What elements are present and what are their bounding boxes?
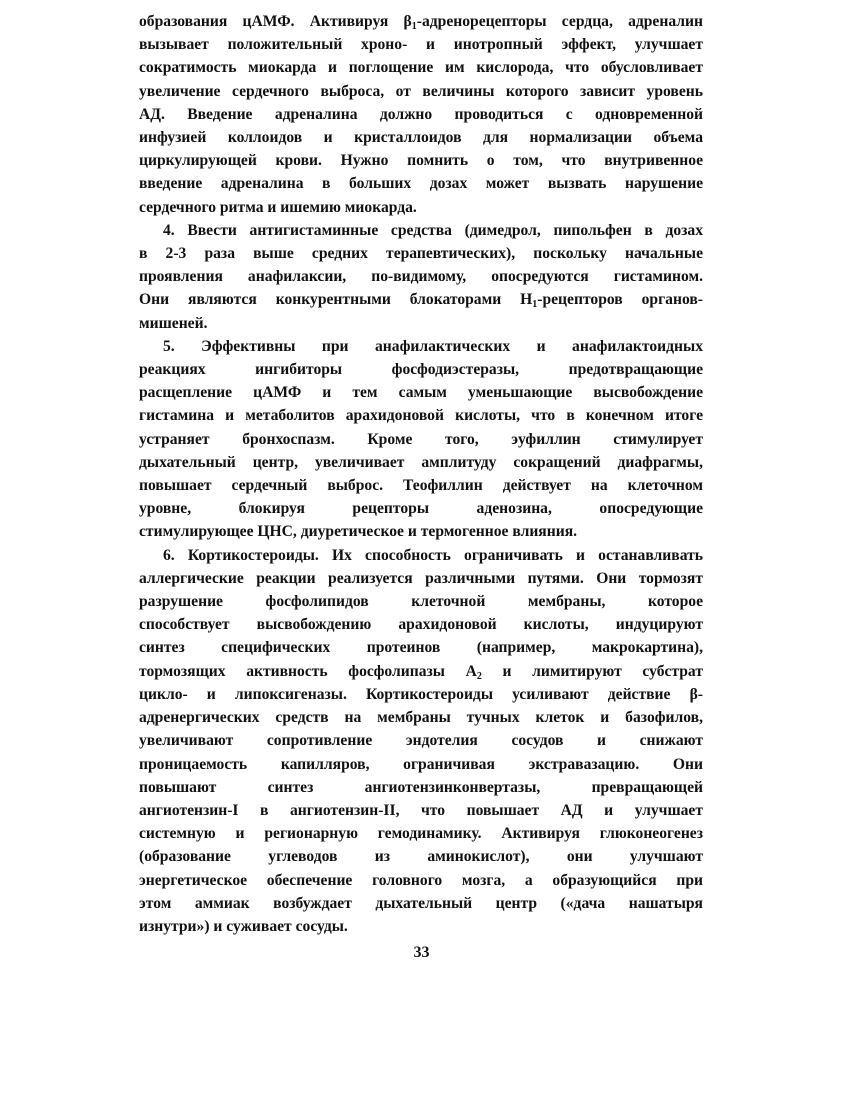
text-line: образования цАМФ. Активируя $\beta_1$-адренорецепторы сердца, адреналин <box>139 13 703 32</box>
text-line: циркулирующей крови. Нужно помнить о том, что внутривенное <box>139 152 703 170</box>
paragraph-corticosteroids <box>139 544 703 938</box>
text-line: реакциях ингибиторы фосфодиэстеразы, предотвращающие <box>139 361 703 379</box>
text-line: инфузией коллоидов и кристаллоидов для нормализации объема <box>139 129 703 147</box>
text-line: способствует высвобождению арахидоновой кислоты, индуцируют <box>139 616 703 634</box>
text-line: АД. Введение адреналина должно проводиться с одновременной <box>139 105 703 123</box>
paragraph-adrenaline <box>139 10 703 219</box>
text-line: стимулирующее ЦНС, диуретическое и термогенное влияния. <box>139 523 578 541</box>
text-line: (образование углеводов из аминокислот), они улучшают <box>139 848 703 866</box>
text-line: Они являются конкурентными блокаторами $H_1$-рецепторов органов- <box>139 291 703 311</box>
text-line: проницаемость капилляров, ограничивая экстравазацию. Они <box>139 755 703 773</box>
text-line: 6. Кортикостероиды. Их способность ограничивать и останавливать <box>163 546 703 564</box>
text-line: уровне, блокируя рецепторы аденозина, опосредующие <box>139 500 703 518</box>
text-line: цикло- и липоксигеназы. Кортикостероиды усиливают действие β- <box>139 685 703 703</box>
text-line: дыхательный центр, увеличивает амплитуду сокращений диафрагмы, <box>139 453 703 471</box>
text-line: вызывает положительный хроно- и инотропный эффект, улучшает <box>139 36 703 54</box>
text-line: гистамина и метаболитов арахидоновой кислоты, что в конечном итоге <box>139 407 703 425</box>
text-line: проявления анафилаксии, по-видимому, опосредуются гистамином. <box>139 268 703 286</box>
page-number: 33 <box>413 944 430 961</box>
text-line: в 2-3 раза выше средних терапевтических), поскольку начальные <box>139 245 703 263</box>
text-line: адренергических средств на мембраны тучных клеток и базофилов, <box>139 709 703 727</box>
text-line: этом аммиак возбуждает дыхательный центр («дача нашатыря <box>139 894 703 912</box>
paragraph-antihistamines <box>139 219 703 335</box>
text-line: введение адреналина в больших дозах может вызвать нарушение <box>139 175 703 193</box>
text-line: аллергические реакции реализуется различными путями. Они тормозят <box>139 569 703 587</box>
text-line: энергетическое обеспечение головного мозга, а образующийся при <box>139 871 703 889</box>
text-line: синтез специфических протеинов (например, макрокартина), <box>139 639 703 657</box>
text-line: увеличивают сопротивление эндотелия сосудов и снижают <box>139 732 703 750</box>
text-line: повышают синтез ангиотензинконвертазы, превращающей <box>139 778 703 796</box>
text-line: устраняет бронхоспазм. Кроме того, эуфиллин стимулирует <box>139 430 703 448</box>
paragraph-phosphodiesterase <box>139 335 703 544</box>
text-line: ангиотензин-I в ангиотензин-II, что повышает АД и улучшает <box>139 801 703 819</box>
text-line: увеличение сердечного выброса, от величины которого зависит уровень <box>139 82 703 100</box>
text-line: 5. Эффективны при анафилактических и анафилактоидных <box>163 337 703 355</box>
text-line: 4. Ввести антигистаминные средства (димедрол, пипольфен в дозах <box>163 221 703 239</box>
text-line: расщепление цАМФ и тем самым уменьшающие высвобождение <box>139 384 703 402</box>
text-line: тормозящих активность фосфолипазы $A_2$ и лимитируют субстрат <box>139 662 703 682</box>
text-line: изнутри») и суживает сосуды. <box>139 917 348 935</box>
text-line: мишеней. <box>139 314 208 332</box>
text-line: разрушение фосфолипидов клеточной мембраны, которое <box>139 593 703 611</box>
text-line: повышает сердечный выброс. Теофиллин действует на клеточном <box>139 477 703 495</box>
text-line: сердечного ритма и ишемию миокарда. <box>139 198 417 216</box>
page-body <box>139 10 703 938</box>
text-line: системную и регионарную гемодинамику. Активируя глюконеогенез <box>139 825 703 843</box>
text-line: сократимость миокарда и поглощение им кислорода, что обусловливает <box>139 59 703 77</box>
